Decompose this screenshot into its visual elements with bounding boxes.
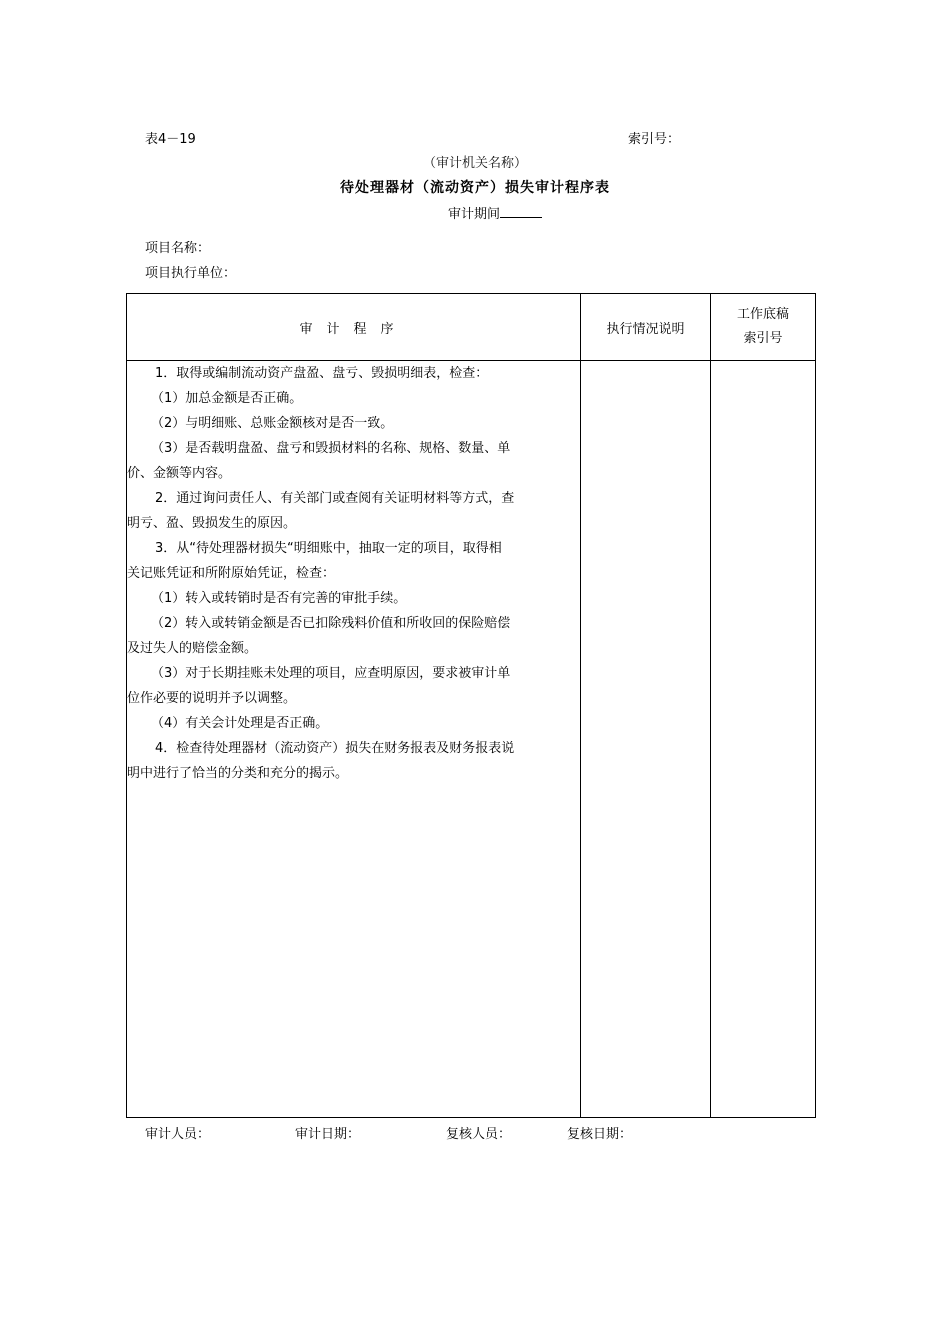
procedure-line: 位作必要的说明并予以调整。 xyxy=(127,691,297,706)
column-header-procedure: 审计程序 xyxy=(127,294,581,361)
procedure-line: （2）转入或转销金额是否已扣除残料价值和所收回的保险赔偿 xyxy=(151,616,511,631)
column-header-ref-line1: 工作底稿 xyxy=(736,307,789,322)
page-title: 待处理器材（流动资产）损失审计程序表 xyxy=(340,180,610,196)
column-header-workpaper-ref xyxy=(711,294,816,361)
procedure-line: （4）有关会计处理是否正确。 xyxy=(151,716,329,731)
reviewer-label: 复核人员： xyxy=(446,1127,512,1142)
audit-agency-name: （审计机关名称） xyxy=(422,156,527,171)
procedure-line: 明亏、盈、毁损发生的原因。 xyxy=(127,516,297,531)
table-header-row xyxy=(127,294,816,361)
procedure-line: （1）加总金额是否正确。 xyxy=(151,391,303,406)
procedure-line: （3）是否载明盘盈、盘亏和毁损材料的名称、规格、数量、单 xyxy=(151,441,511,456)
procedure-line: 及过失人的赔偿金额。 xyxy=(127,641,258,656)
index-number-label: 索引号： xyxy=(628,132,681,147)
audit-period-blank xyxy=(500,205,542,218)
procedure-line: （3）对于长期挂账未处理的项目，应查明原因，要求被审计单 xyxy=(151,666,511,681)
procedure-line: 2．通过询问责任人、有关部门或查阅有关证明材料等方式，查 xyxy=(155,491,515,506)
column-header-ref-line2: 索引号 xyxy=(743,331,783,346)
form-number: 表4－19 xyxy=(145,132,196,147)
project-name-label: 项目名称： xyxy=(145,241,211,256)
procedure-line: （2）与明细账、总账金额核对是否一致。 xyxy=(151,416,394,431)
audit-date-label: 审计日期： xyxy=(295,1127,361,1142)
audit-period-label: 审计期间 xyxy=(447,207,500,222)
execution-notes-cell[interactable] xyxy=(581,361,711,1118)
auditor-label: 审计人员： xyxy=(145,1127,211,1142)
audit-procedure-table xyxy=(126,293,816,1118)
procedure-line: 明中进行了恰当的分类和充分的揭示。 xyxy=(127,766,349,781)
procedure-line: 价、金额等内容。 xyxy=(127,466,232,481)
workpaper-ref-cell[interactable] xyxy=(711,361,816,1118)
procedure-line: （1）转入或转销时是否有完善的审批手续。 xyxy=(151,591,407,606)
procedure-line: 3．从“待处理器材损失“明细账中，抽取一定的项目，取得相 xyxy=(155,541,502,556)
procedure-line: 关记账凭证和所附原始凭证，检查： xyxy=(127,566,336,581)
audit-period xyxy=(0,203,950,222)
procedure-cell xyxy=(127,361,581,1118)
project-unit-label: 项目执行单位： xyxy=(145,266,237,281)
procedure-line: 1．取得或编制流动资产盘盈、盘亏、毁损明细表，检查： xyxy=(155,366,489,381)
procedure-line: 4．检查待处理器材（流动资产）损失在财务报表及财务报表说 xyxy=(155,741,515,756)
table-body-row xyxy=(127,361,816,1118)
column-header-execution: 执行情况说明 xyxy=(581,294,711,361)
review-date-label: 复核日期： xyxy=(567,1127,633,1142)
